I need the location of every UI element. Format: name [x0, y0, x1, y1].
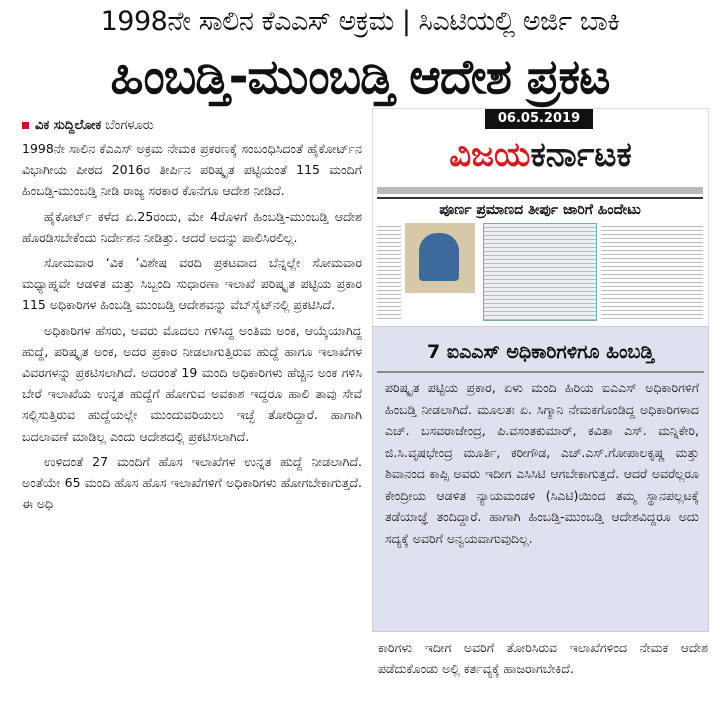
byline-source: ವಿಕ ಸುದ್ದಿಲೋಕ [35, 118, 102, 133]
clipping-headline: ಪೂರ್ಣ ಪ್ರಮಾಣದ ತೀರ್ಪು ಜಾರಿಗೆ ಹಿಂದೇಟು [377, 197, 703, 221]
clipping-date: 06.05.2019 [485, 109, 593, 129]
clipping-text-column [601, 223, 703, 319]
article-continuation: ಕಾರಿಗಳು ಇದೀಗ ಅವರಿಗೆ ತೋರಿಸಿರುವ ಇಲಾಖೆಗಳಿಂದ ನೇಮಕ ಆದೇಶ ಪಡೆದುಕೊಂಡು ಅಲ್ಲಿ ಕರ್ತವ್ಯಕ್ಕೆ ಹಾಜರಾಗಬೇಕಿದೆ. [378, 640, 708, 677]
article-paragraph: ಹೈಕೋರ್ಟ್ ಕಳೆದ ಏ.25ರಂದು, ಮೇ 4ರೊಳಗೆ ಹಿಂಬಡ್ತಿ-ಮುಂಬಡ್ತಿ ಆದೇಶ ಹೊರಡಿಸಬೇಕೆಂದು ನಿರ್ದೇಶನ ನೀಡಿತ್ತು. ಆದರೆ ಅದನ್ನು ಪಾಲಿಸಿರಲಿಲ್ಲ. [22, 208, 362, 245]
masthead-part-b: ಕರ್ನಾಟಕ [530, 135, 632, 175]
byline [22, 118, 154, 133]
newspaper-clipping [372, 108, 709, 328]
divider [377, 371, 704, 373]
clipping-boxed-text [483, 223, 597, 321]
article-column [22, 138, 362, 518]
bullet-square-icon [22, 122, 29, 129]
masthead-part-a: ವಿಜಯ [449, 135, 531, 175]
clipping-text-column [377, 223, 401, 319]
sidebar-box [372, 326, 709, 632]
article-paragraph: ಉಳಿದಂತೆ 27 ಮಂದಿಗೆ ಹೊಸ ಇಲಾಖೆಗಳ ಉನ್ನತ ಹುದ್ದೆ ನೀಡಲಾಗಿದೆ. ಅಂತೆಯೇ 65 ಮಂದಿ ಹೊಸ ಹೊಸ ಇಲಾಖೆಗಳಿಗೆ ಅಧಿಕಾರಿಗಳು ಹೋಗಬೇಕಾಗುತ್ತದೆ. ಈ ಅಧಿ [22, 453, 362, 512]
sidebar-title: 7 ಐಎಎಸ್ ಅಧಿಕಾರಿಗಳಿಗೂ ಹಿಂಬಡ್ತಿ [426, 341, 655, 363]
byline-place: ಬೆಂಗಳೂರು [105, 118, 154, 133]
main-headline: ಹಿಂಬಡ್ತಿ-ಮುಂಬಡ್ತಿ ಆದೇಶ ಪ್ರಕಟ [110, 49, 610, 105]
clipping-subline [377, 187, 703, 194]
clipping-photo [405, 223, 475, 293]
article-paragraph: ಸೋಮವಾರ ‘ವಿಕ ’ವಿಶೇಷ ವರದಿ ಪ್ರಕಟವಾದ ಬೆನ್ನಲ್ಲೇ ಸೋಮವಾರ ಮಧ್ಯಾಹ್ನವೇ ಆಡಳಿತ ಮತ್ತು ಸಿಬ್ಬಂದಿ ಸುಧಾರಣಾ ಇಲಾಖೆ ಪರಿಷ್ಕೃತ ಪಟ್ಟಿಯ ಪ್ರಕಾರ 115 ಅಧಿಕಾರಿಗಳ ಹಿಂಬಡ್ತಿ ಮುಂಬಡ್ತಿ ಆದೇಶವನ್ನು ವೆಬ್‌ಸೈಟ್‌ನಲ್ಲಿ ಪ್ರಕಟಿಸಿದೆ. [22, 255, 362, 313]
article-paragraph: ಅಧಿಕಾರಿಗಳ ಹೆಸರು, ಅವರು ಮೊದಲು ಗಳಿಸಿದ್ದ ಅಂತಿಮ ಅಂಕ, ಆಯ್ಕೆಯಾಗಿದ್ದ ಹುದ್ದೆ, ಪರಿಷ್ಕೃತ ಅಂಕ, ಅದರ ಪ್ರಕಾರ ನೀಡಲಾಗುತ್ತಿರುವ ಹುದ್ದೆ ಹಾಗೂ ಇಲಾಖೆಗಳ ವಿವರಗಳನ್ನು ಪ್ರಕಟಿಸಲಾಗಿದೆ. ಅದರಂತೆ 19 ಮಂದಿ ಅಧಿಕಾರಿಗಳು ಹೆಚ್ಚಿನ ಅಂಕ ಗಳಿಸಿ ಬೇರೆ ಇಲಾಖೆಯ ಉನ್ನತ ಹುದ್ದೆಗೆ ಹೋಗುವ ಅವಕಾಶ ಇದ್ದರೂ ಹಾಲಿ ತಾವು ಸೇವೆ ಸಲ್ಲಿಸುತ್ತಿರುವ ಹುದ್ದೆಯಲ್ಲೇ ಮುಂದುವರಿಯಲು ಇಚ್ಛೆ ತೋರಿದ್ದಾರೆ. ಹಾಗಾಗಿ ಬದಲಾವಣೆ ಮಾಡಿಲ್ಲ ಎಂದು ಆದೇಶದಲ್ಲಿ ಪ್ರಕಟಿಸಲಾಗಿದೆ. [22, 322, 362, 444]
article-paragraph: 1998ನೇ ಸಾಲಿನ ಕೆಎಎಸ್ ಅಕ್ರಮ ನೇಮಕ ಪ್ರಕರಣಕ್ಕೆ ಸಂಬಂಧಿಸಿದಂತೆ ಹೈಕೋರ್ಟ್‌ನ ವಿಭಾಗೀಯ ಪೀಠದ 2016ರ ತೀರ್ಪಿನ ಪರಿಷ್ಕೃತ ಪಟ್ಟಿಯಂತೆ 115 ಮಂದಿಗೆ ಹಿಂಬಡ್ತಿ-ಮುಂಬಡ್ತಿ ನೀಡಿ ರಾಜ್ಯ ಸರಕಾರ ಕೊನೆಗೂ ಆದೇಶ ನೀಡಿದೆ. [22, 141, 362, 199]
masthead-logo [373, 133, 708, 177]
kicker-headline: 1998ನೇ ಸಾಲಿನ ಕೆಎಎಸ್ ಅಕ್ರಮ | ಸಿಎಟಿಯಲ್ಲಿ ಅರ್ಜಿ ಬಾಕಿ [100, 6, 620, 37]
sidebar-body: ಪರಿಷ್ಕೃತ ಪಟ್ಟಿಯ ಪ್ರಕಾರ, ಏಳು ಮಂದಿ ಹಿರಿಯ ಐಎಎಸ್ ಅಧಿಕಾರಿಗಳಿಗೆ ಹಿಂಬಡ್ತಿ ನೀಡಲಾಗಿದೆ. ಮೂಲತಃ ಏ. ಸಿಗ್ಮಾನಿ ನೇಮಕಗೊಂಡಿದ್ದ ಅಧಿಕಾರಿಗಳಾದ ಎಚ್. ಬಸವರಾಜೇಂದ್ರ, ಪಿ.ವಸಂತಕುಮಾರ್, ಕವಿತಾ ಎಸ್. ಮನ್ನಿಕೇರಿ, ಜಿ.ಸಿ.ವೃಷಭೇಂದ್ರ ಮೂರ್ತಿ, ಕರೀಗೌಡ, ಎಚ್.ಎಸ್.ಗೋಪಾಲಕೃಷ್ಣ ಮತ್ತು ಶಿವಾನಂದ ಕಾಪ್ಸಿ ಅವರು ಇದೀಗ ಎಸಿಸಿಟಿ ಆಗಬೇಕಾಗುತ್ತದೆ. ಆದರೆ ಅವರೆಲ್ಲರೂ ಕೇಂದ್ರೀಯ ಆಡಳಿತ ನ್ಯಾಯಮಂಡಳಿ (ಸಿಎಟಿ)ಯಿಂದ ತಮ್ಮ ಸ್ಥಾನಪಲ್ಲಟಕ್ಕೆ ತಡೆಯಾಜ್ಞೆ ತಂದಿದ್ದಾರೆ. ಹಾಗಾಗಿ ಹಿಂಬಡ್ತಿ-ಮುಂಬಡ್ತಿ ಆದೇಶವಿದ್ದರೂ ಅದು ಸದ್ಯಕ್ಕೆ ಅವರಿಗೆ ಅನ್ವಯವಾಗುವುದಿಲ್ಲ. [385, 380, 699, 546]
person-figure-icon [419, 233, 459, 281]
